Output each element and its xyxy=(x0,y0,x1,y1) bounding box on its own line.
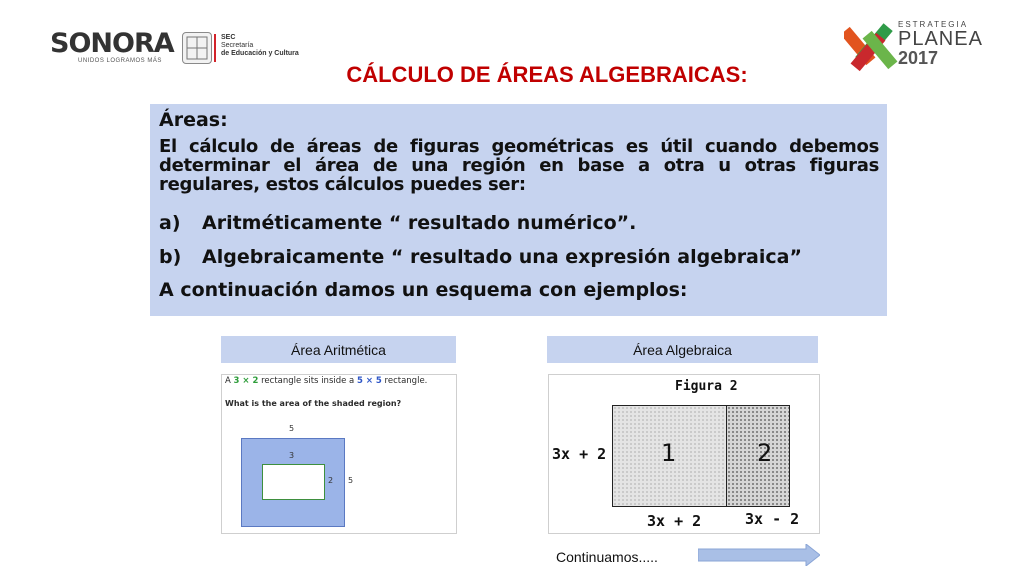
sec-logo-divider xyxy=(214,34,216,62)
planea-logo-line1: ESTRATEGIA xyxy=(898,20,969,29)
list-item xyxy=(159,246,879,268)
algebraic-area-header: Área Algebraica xyxy=(547,336,818,363)
planea-logo-line3: 2017 xyxy=(898,48,939,68)
outer-dimensions: 5 × 5 xyxy=(356,376,382,386)
region-1-number: 1 xyxy=(661,439,677,467)
inner-top-label: 3 xyxy=(289,451,295,460)
figure-title: Figura 2 xyxy=(675,379,738,394)
inner-rectangle xyxy=(262,464,325,500)
page-title: CÁLCULO DE ÁREAS ALGEBRAICAS: xyxy=(346,62,748,87)
algebraic-example-image xyxy=(548,374,820,534)
outer-top-label: 5 xyxy=(289,424,295,433)
sec-logo xyxy=(221,34,299,58)
inner-right-label: 2 xyxy=(328,476,334,485)
list-item-label: b) xyxy=(159,246,182,268)
question-text: A xyxy=(225,376,234,386)
content-heading: Áreas: xyxy=(159,109,228,131)
continue-text: Continuamos..... xyxy=(556,549,658,565)
inner-dimensions: 3 × 2 xyxy=(233,376,259,386)
list-item xyxy=(159,212,879,234)
sec-logo-line1: SEC xyxy=(221,34,236,41)
list-item-label: a) xyxy=(159,212,181,234)
list-item-text: Algebraicamente “ resultado una expresión algebraica” xyxy=(202,246,802,268)
planea-logo-line2: PLANEA xyxy=(898,28,983,50)
region-2-number: 2 xyxy=(757,439,773,467)
list-item-text: Aritméticamente “ resultado numérico”. xyxy=(202,212,637,234)
content-box xyxy=(150,104,887,316)
sonora-logo-word: SONORA xyxy=(50,28,174,59)
next-arrow-icon[interactable] xyxy=(698,544,820,566)
outer-right-label: 5 xyxy=(348,476,354,485)
arithmetic-question xyxy=(225,376,427,386)
content-body: El cálculo de áreas de figuras geométricas es útil cuando debemos determinar el área de una región en base a otra u otras figuras regulares, estos cálculos puedes ser: xyxy=(159,136,879,195)
sec-logo-line2: Secretaría xyxy=(221,42,254,49)
question-text: rectangle. xyxy=(381,376,428,386)
content-closing: A continuación damos un esquema con ejemplos: xyxy=(159,279,688,301)
arithmetic-question-line2: What is the area of the shaded region? xyxy=(225,399,402,408)
arithmetic-area-header: Área Aritmética xyxy=(221,336,456,363)
sec-logo-line3: de Educación y Cultura xyxy=(221,50,299,57)
question-text: rectangle sits inside a xyxy=(258,376,357,386)
bottom-label-1: 3x + 2 xyxy=(647,512,702,530)
bottom-label-2: 3x - 2 xyxy=(745,510,800,528)
sonora-logo-tagline: UNIDOS LOGRAMOS MÁS xyxy=(78,58,162,64)
state-seal-icon xyxy=(182,32,212,64)
arithmetic-example-image xyxy=(221,374,457,534)
left-side-label: 3x + 2 xyxy=(552,445,607,463)
